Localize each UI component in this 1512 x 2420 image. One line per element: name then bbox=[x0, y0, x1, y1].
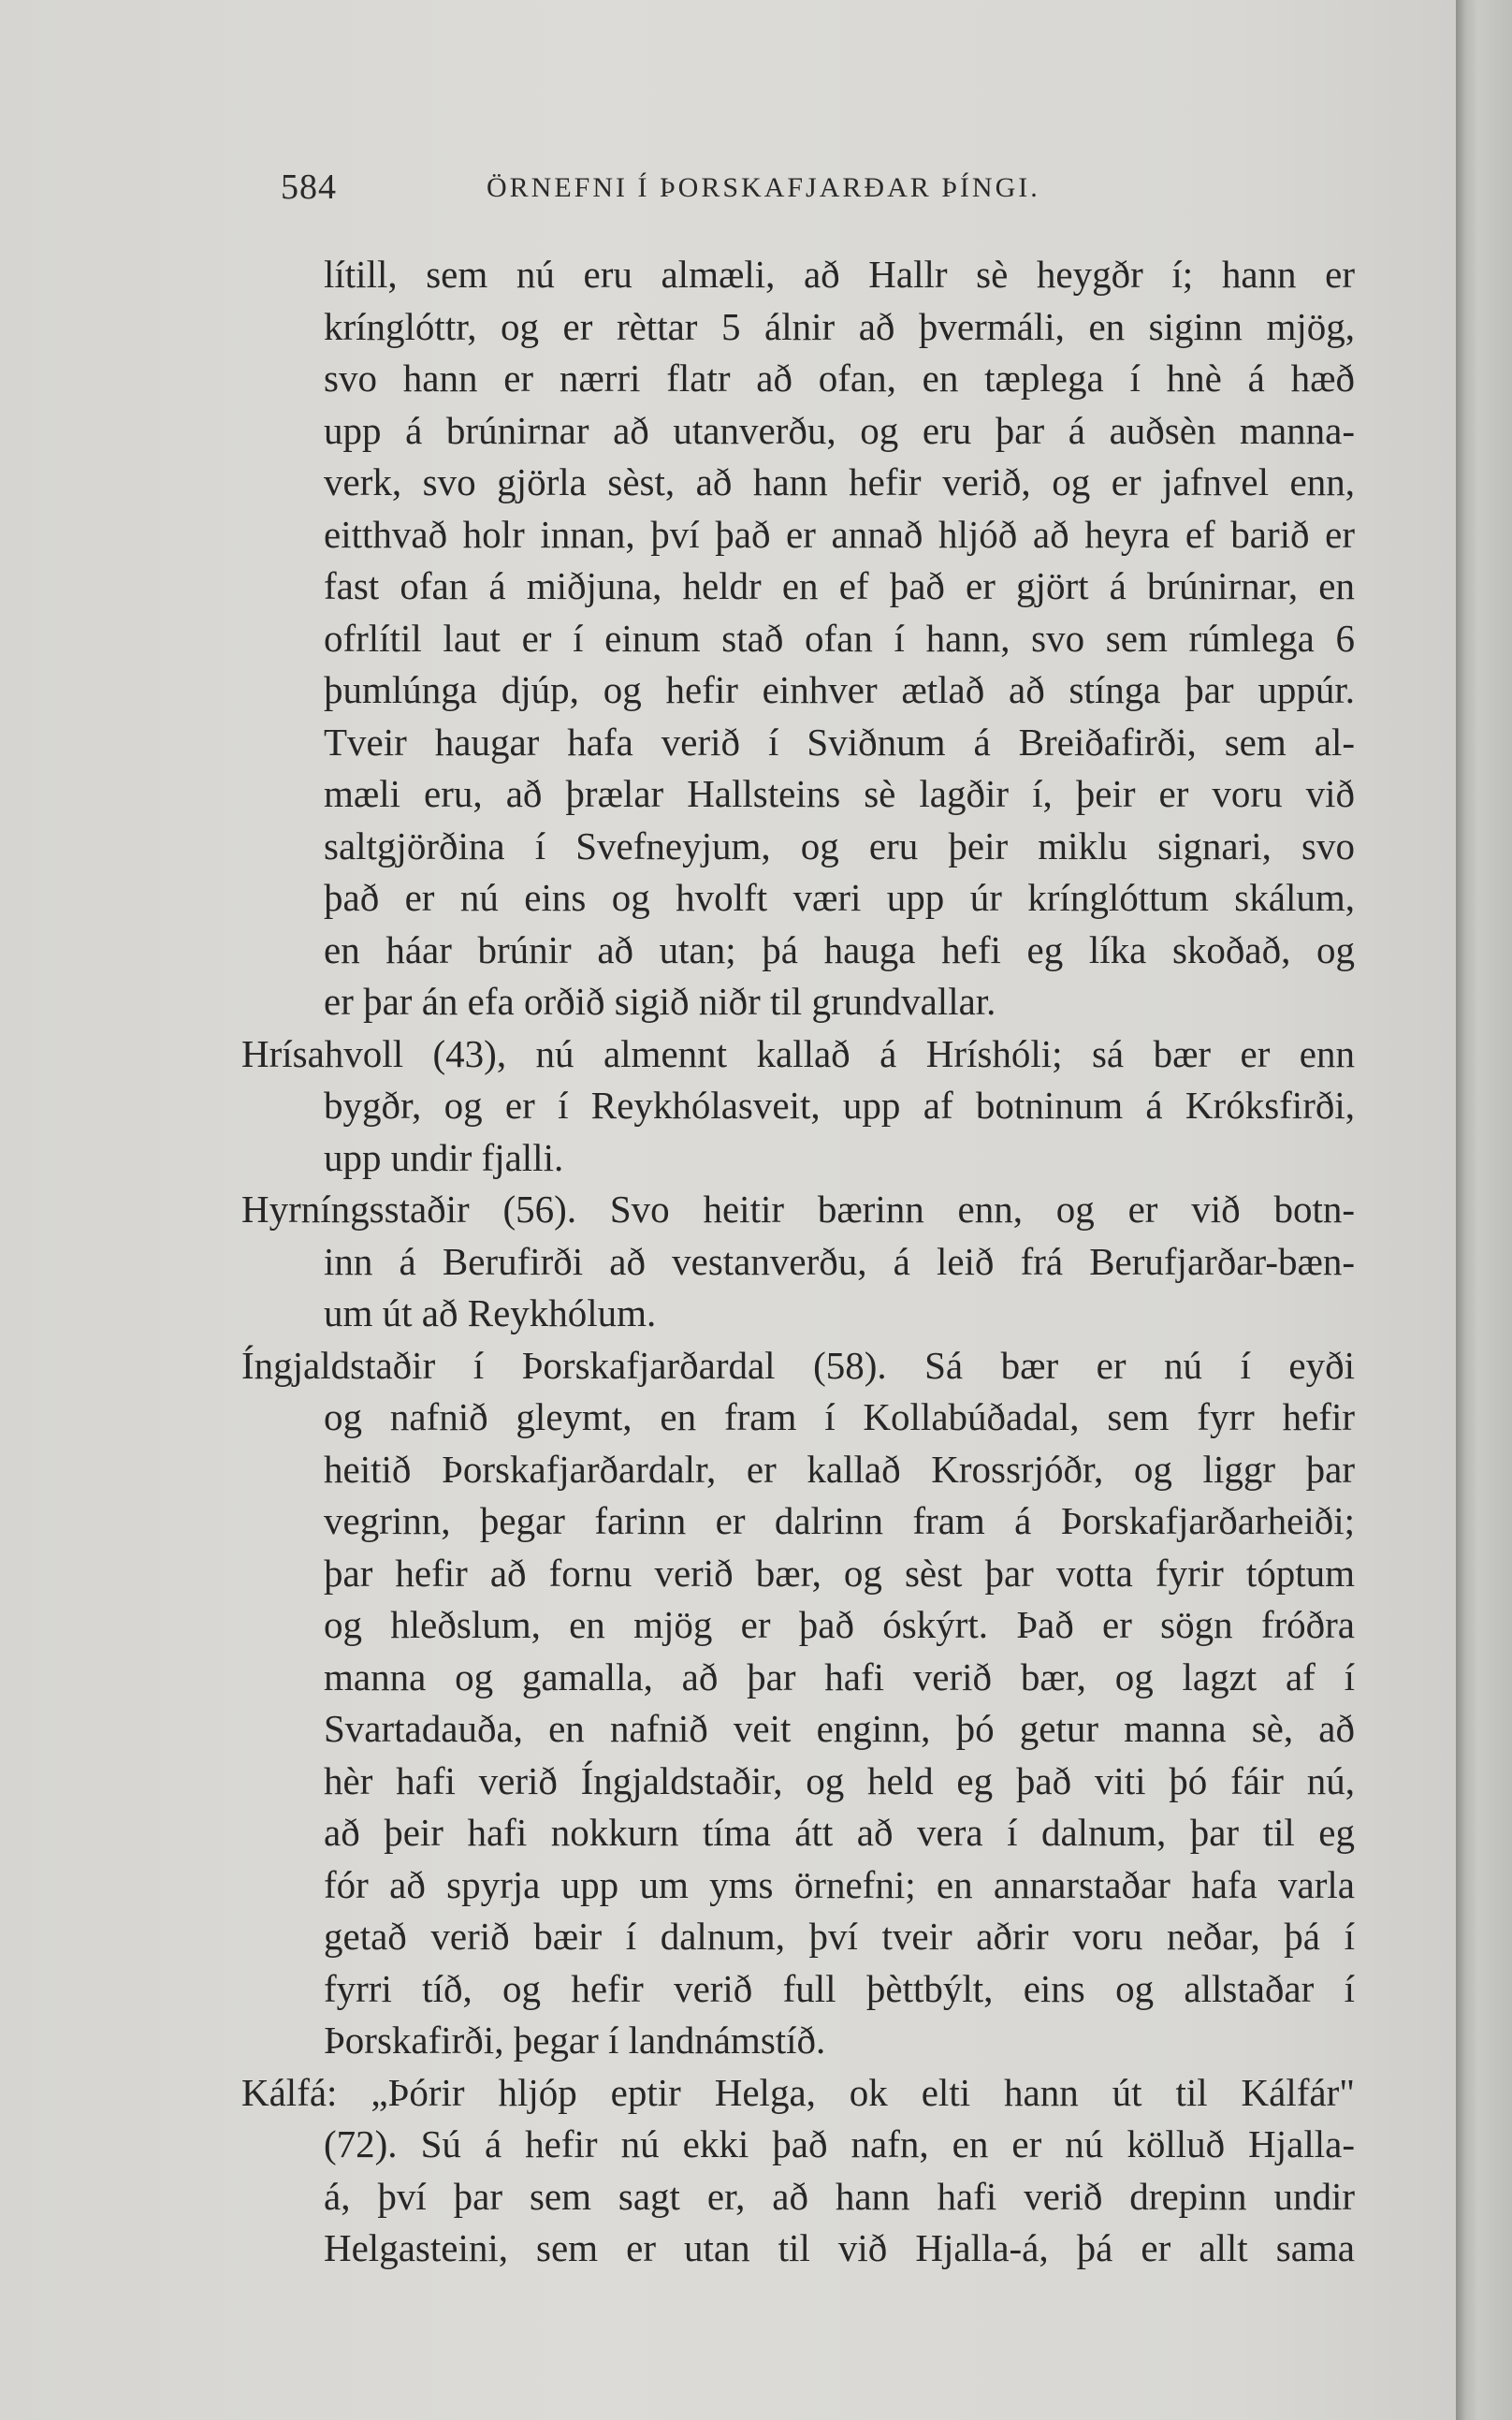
text-line: krínglóttr, og er rèttar 5 álnir að þvermáli, en siginn mjög, bbox=[324, 304, 1355, 348]
text-line: Helgasteini, sem er utan til við Hjalla-á, þá er allt sama bbox=[324, 2226, 1355, 2269]
text-line: hèr hafi verið Íngjaldstaðir, og held eg það viti þó fáir nú, bbox=[324, 1758, 1355, 1802]
text-line: mæli eru, að þrælar Hallsteins sè lagðir í, þeir er voru við bbox=[324, 772, 1355, 815]
page-header bbox=[281, 167, 1123, 219]
text-line: Tveir haugar hafa verið í Sviðnum á Breiðafirði, sem al- bbox=[324, 720, 1355, 764]
text-line: Svartadauða, en nafnið veit enginn, þó getur manna sè, að bbox=[324, 1707, 1355, 1750]
text-line: vegrinn, þegar farinn er dalrinn fram á Þorskafjarðarheiði; bbox=[324, 1499, 1355, 1542]
text-line: bygðr, og er í Reykhólasveit, upp af botninum á Króksfirði, bbox=[324, 1084, 1355, 1127]
text-line: getað verið bæir í dalnum, því tveir aðrir voru neðar, þá í bbox=[324, 1915, 1355, 1958]
text-line: fór að spyrja upp um yms örnefni; en annarstaðar hafa varla bbox=[324, 1862, 1355, 1906]
text-line: svo hann er nærri flatr að ofan, en tæplega í hnè á hæð bbox=[324, 357, 1355, 400]
page-edge bbox=[1456, 0, 1512, 2420]
text-line: lítill, sem nú eru almæli, að Hallr sè heygðr í; hann er bbox=[324, 253, 1355, 296]
text-line: inn á Berufirði að vestanverðu, á leið frá Berufjarðar-bæn- bbox=[324, 1239, 1355, 1283]
text-line: að þeir hafi nokkurn tíma átt að vera í dalnum, þar til eg bbox=[324, 1811, 1355, 1854]
text-line: (72). Sú á hefir nú ekki það nafn, en er nú kölluð Hjalla- bbox=[324, 2122, 1355, 2165]
text-line: þumlúnga djúp, og hefir einhver ætlað að stínga þar uppúr. bbox=[324, 668, 1355, 711]
text-line: saltgjörðina í Svefneyjum, og eru þeir miklu signari, svo bbox=[324, 824, 1355, 867]
text-line: upp undir fjalli. bbox=[324, 1135, 564, 1179]
entry-line-ingjaldstadir: Íngjaldstaðir í Þorskafjarðardal (58). Sá bær er nú í eyði bbox=[241, 1343, 1355, 1387]
text-line: og hleðslum, en mjög er það óskýrt. Það er sögn fróðra bbox=[324, 1603, 1355, 1646]
entry-line-hyrningsstadir: Hyrníngsstaðir (56). Svo heitir bærinn enn, og er við botn- bbox=[241, 1188, 1355, 1231]
text-line: Þorskafirði, þegar í landnámstíð. bbox=[324, 2019, 826, 2062]
text-line: ofrlítil laut er í einum stað ofan í hann, svo sem rúmlega 6 bbox=[324, 616, 1355, 660]
page-number: 584 bbox=[281, 168, 337, 207]
text-line: manna og gamalla, að þar hafi verið bær, og lagzt af í bbox=[324, 1655, 1355, 1698]
entry-line-hrisahvoll: Hrísahvoll (43), nú almennt kallað á Hríshóli; sá bær er enn bbox=[241, 1031, 1355, 1075]
text-line: um út að Reykhólum. bbox=[324, 1291, 657, 1334]
text-line: þar hefir að fornu verið bær, og sèst þar votta fyrir tóptum bbox=[324, 1551, 1355, 1595]
text-line: fyrri tíð, og hefir verið full þèttbýlt, eins og allstaðar í bbox=[324, 1966, 1355, 2010]
text-line: heitið Þorskafjarðardalr, er kallað Krossrjóðr, og liggr þar bbox=[324, 1447, 1355, 1491]
entry-line-kalfa: Kálfá: „Þórir hljóp eptir Helga, ok elti hann út til Kálfár" bbox=[241, 2070, 1355, 2114]
text-line: upp á brúnirnar að utanverðu, og eru þar á auðsèn manna- bbox=[324, 408, 1355, 452]
body-text bbox=[241, 249, 1355, 2275]
text-line: fast ofan á miðjuna, heldr en ef það er gjört á brúnirnar, en bbox=[324, 564, 1355, 607]
text-line: það er nú eins og hvolft væri upp úr krínglóttum skálum, bbox=[324, 876, 1355, 919]
running-title: ÖRNEFNI Í ÞORSKAFJARÐAR ÞÍNGI. bbox=[487, 172, 1040, 203]
text-line: verk, svo gjörla sèst, að hann hefir verið, og er jafnvel enn, bbox=[324, 460, 1355, 503]
text-line: og nafnið gleymt, en fram í Kollabúðadal, sem fyrr hefir bbox=[324, 1395, 1355, 1438]
text-line: en háar brúnir að utan; þá hauga hefi eg líka skoðað, og bbox=[324, 927, 1355, 971]
text-line: á, því þar sem sagt er, að hann hafi verið drepinn undir bbox=[324, 2174, 1355, 2218]
text-line: er þar án efa orðið sigið niðr til grundvallar. bbox=[324, 980, 996, 1023]
text-line: eitthvað holr innan, því það er annað hljóð að heyra ef barið er bbox=[324, 512, 1355, 556]
